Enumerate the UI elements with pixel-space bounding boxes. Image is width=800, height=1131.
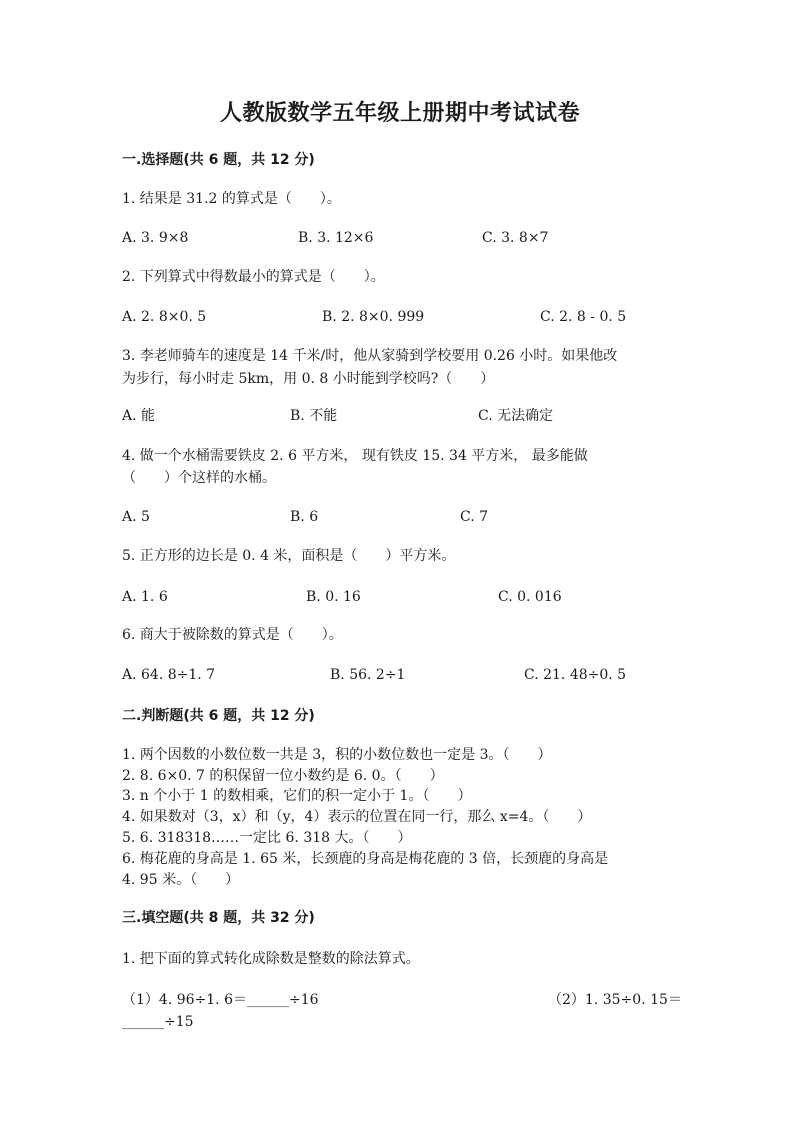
option-a: A. 2. 8×0. 5 [122,309,207,325]
question-text-line: 为步行，每小时走 5km，用 0. 8 小时能到学校吗?（ ） [122,371,495,387]
option-c: C. 2. 8 - 0. 5 [540,309,627,325]
option-a: A. 5 [122,509,150,525]
question-text: 5. 正方形的边长是 0. 4 米，面积是（ ）平方米。 [122,548,456,564]
option-c: C. 21. 48÷0. 5 [524,667,627,683]
option-c: C. 7 [460,509,489,525]
judgement-item: 5. 6. 318318……一定比 6. 318 大。（ ） [122,830,412,846]
question-text: 1. 结果是 31.2 的算式是（ ）。 [122,191,341,207]
question-text: 1. 把下面的算式转化成除数是整数的除法算式。 [122,951,420,967]
option-a: A. 3. 9×8 [122,230,189,246]
option-b: B. 56. 2÷1 [330,667,406,683]
option-b: B. 3. 12×6 [298,230,374,246]
judgement-item: 4. 95 米。（ ） [122,872,240,888]
question-text-line: （ ）个这样的水桶。 [122,470,276,486]
option-c: C. 0. 016 [498,589,562,605]
option-c: C. 3. 8×7 [482,230,549,246]
section-heading-choice: 一.选择题(共 6 题，共 12 分) [122,152,315,168]
fill-blank-part-2: （2）1. 35÷0. 15＝ [548,992,682,1008]
fill-blank-part-1: （1）4. 96÷1. 6＝______÷16 [122,992,319,1008]
question-text-line: 4. 做一个水桶需要铁皮 2. 6 平方米， 现有铁皮 15. 34 平方米， 最多能做 [122,448,588,464]
exam-title: 人教版数学五年级上册期中考试试卷 [219,101,580,126]
option-a: A. 能 [122,408,156,424]
option-b: B. 0. 16 [306,589,361,605]
fill-blank-part-2-continued: ______÷15 [122,1014,194,1030]
option-a: A. 1. 6 [122,589,168,605]
option-a: A. 64. 8÷1. 7 [122,667,216,683]
judgement-item: 6. 梅花鹿的身高是 1. 65 米，长颈鹿的身高是梅花鹿的 3 倍，长颈鹿的身高是 [122,851,609,867]
option-b: B. 不能 [290,408,338,424]
judgement-item: 2. 8. 6×0. 7 的积保留一位小数约是 6. 0。（ ） [122,768,444,784]
judgement-item: 3. n 个小于 1 的数相乘，它们的积一定小于 1。（ ） [122,788,472,804]
judgement-item: 1. 两个因数的小数位数一共是 3，积的小数位数也一定是 3。（ ） [122,747,552,763]
question-text: 6. 商大于被除数的算式是（ ）。 [122,627,343,643]
judgement-item: 4. 如果数对（3，x）和（y，4）表示的位置在同一行，那么 x=4。（ ） [122,809,592,825]
question-text-line: 3. 李老师骑车的速度是 14 千米/时，他从家骑到学校要用 0.26 小时。如果他改 [122,348,618,364]
option-c: C. 无法确定 [478,408,554,424]
section-heading-judgement: 二.判断题(共 6 题，共 12 分) [122,708,315,724]
option-b: B. 2. 8×0. 999 [322,309,425,325]
option-b: B. 6 [290,509,319,525]
question-text: 2. 下列算式中得数最小的算式是（ ）。 [122,269,385,285]
section-heading-fill-blank: 三.填空题(共 8 题，共 32 分) [122,910,315,926]
